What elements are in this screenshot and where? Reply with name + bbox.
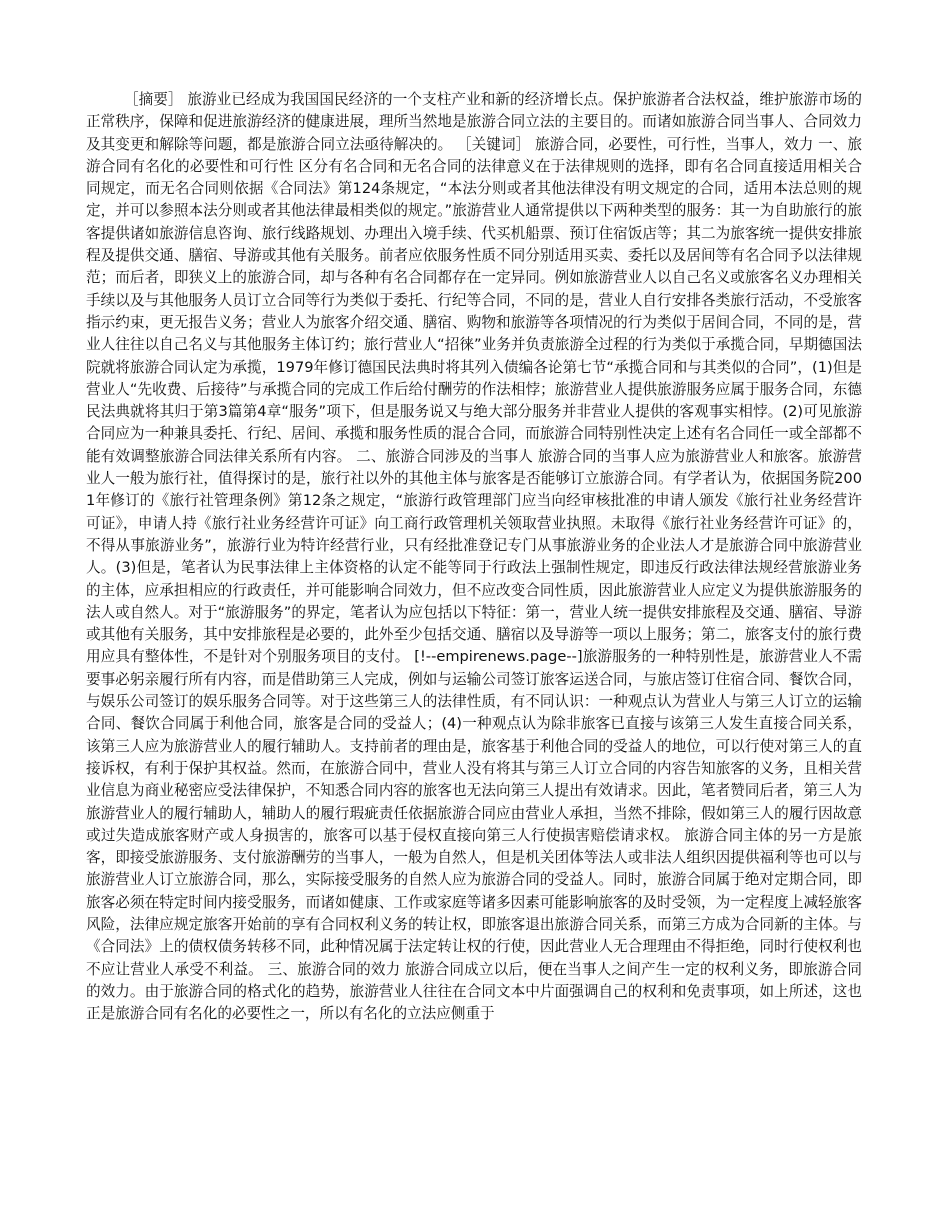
document-page <box>86 89 862 1025</box>
body-paragraph: ［摘要］ 旅游业已经成为我国国民经济的一个支柱产业和新的经济增长点。保护旅游者合法权益，维护旅游市场的正常秩序，保障和促进旅游经济的健康进展，理所当然地是旅游合同立法的主要目的。而诸如旅游合同当事人、合同效力及其变更和解除等问题，都是旅游合同立法亟待解决的。 ［关键词］ 旅游合同，必要性，可行性，当事人，效力 一、旅游合同有名化的必要性和可行性 区分有名合同和无名合同的法律意义在于法律规则的选择，即有名合同直接适用相关合同规定，而无名合同则依据《合同法》第124条规定，“本法分则或者其他法律没有明文规定的合同，适用本法总则的规定，并可以参照本法分则或者其他法律最相类似的规定。”旅游营业人通常提供以下两种类型的服务：其一为自助旅行的旅客提供诸如旅游信息咨询、旅行线路规划、办理出入境手续、代买机船票、预订住宿饭店等；其二为旅客统一提供安排旅程及提供交通、膳宿、导游或其他有关服务。前者应依服务性质不同分别适用买卖、委托以及居间等有名合同予以法律规范；而后者，即狭义上的旅游合同，却与各种有名合同都存在一定异同。例如旅游营业人以自己名义或旅客名义办理相关手续以及与其他服务人员订立合同等行为类似于委托、行纪等合同，不同的是，营业人自行安排各类旅行活动，不受旅客指示约束，更无报告义务；营业人为旅客介绍交通、膳宿、购物和旅游等各项情况的行为类似于居间合同，不同的是，营业人往往以自己名义与其他服务主体订约；旅行营业人“招徕”业务并负责旅游全过程的行为类似于承揽合同，早期德国法院就将旅游合同认定为承揽，1979年修订德国民法典时将其列入债编各论第七节“承揽合同和与其类似的合同”，(1)但是营业人“先收费、后接待”与承揽合同的完成工作后给付酬劳的作法相悖；旅游营业人提供旅游服务应属于服务合同，东德民法典就将其归于第3篇第4章“服务”项下，但是服务说又与绝大部分服务并非营业人提供的客观事实相悖。(2)可见旅游合同应为一种兼具委托、行纪、居间、承揽和服务性质的混合合同，而旅游合同特别性决定上述有名合同任一或全部都不能有效调整旅游合同法律关系所有内容。 二、旅游合同涉及的当事人 旅游合同的当事人应为旅游营业人和旅客。旅游营业人一般为旅行社，值得探讨的是，旅行社以外的其他主体与旅客是否能够订立旅游合同。有学者认为，依据国务院2001年修订的《旅行社管理条例》第12条之规定，“旅游行政管理部门应当向经审核批准的申请人颁发《旅行社业务经营许可证》，申请人持《旅行社业务经营许可证》向工商行政管理机关领取营业执照。未取得《旅行社业务经营许可证》的，不得从事旅游业务”，旅游行业为特许经营行业，只有经批准登记专门从事旅游业务的企业法人才是旅游合同中旅游营业人。(3)但是，笔者认为民事法律上主体资格的认定不能等同于行政法上强制性规定，即违反行政法律法规经营旅游业务的主体，应承担相应的行政责任，并可能影响合同效力，但不应改变合同性质，因此旅游营业人应定义为提供旅游服务的法人或自然人。对于“旅游服务”的界定，笔者认为应包括以下特征：第一，营业人统一提供安排旅程及交通、膳宿、导游或其他有关服务，其中安排旅程是必要的，此外至少包括交通、膳宿以及导游等一项以上服务；第二，旅客支付的旅行费用应具有整体性，不是针对个别服务项目的支付。 [!--empirenews.page--]旅游服务的一种特别性是，旅游营业人不需要事必躬亲履行所有内容，而是借助第三人完成，例如与运输公司签订旅客运送合同，与旅店签订住宿合同、餐饮合同，与娱乐公司签订的娱乐服务合同等。对于这些第三人的法律性质，有不同认识：一种观点认为营业人与第三人订立的运输合同、餐饮合同属于利他合同，旅客是合同的受益人；(4)一种观点认为除非旅客已直接与该第三人发生直接合同关系，该第三人应为旅游营业人的履行辅助人。支持前者的理由是，旅客基于利他合同的受益人的地位，可以行使对第三人的直接诉权，有利于保护其权益。然而，在旅游合同中，营业人没有将其与第三人订立合同的内容告知旅客的义务，且相关营业信息为商业秘密应受法律保护，不知悉合同内容的旅客也无法向第三人提出有效请求。因此，笔者赞同后者，第三人为旅游营业人的履行辅助人，辅助人的履行瑕疵责任依据旅游合同应由营业人承担，当然不排除，假如第三人的履行因故意或过失造成旅客财产或人身损害的，旅客可以基于侵权直接向第三人行使损害赔偿请求权。 旅游合同主体的另一方是旅客，即接受旅游服务、支付旅游酬劳的当事人，一般为自然人，但是机关团体等法人或非法人组织因提供福利等也可以与旅游营业人订立旅游合同，那么，实际接受服务的自然人应为旅游合同的受益人。同时，旅游合同属于绝对定期合同，即旅客必须在特定时间内接受服务，而诸如健康、工作或家庭等诸多因素可能影响旅客的及时受领，为一定程度上减轻旅客风险，法律应规定旅客开始前的享有合同权利义务的转让权，即旅客退出旅游合同关系，而第三方成为合同新的主体。与《合同法》上的债权债务转移不同，此种情况属于法定转让权的行使，因此营业人无合理理由不得拒绝，同时行使权利也不应让营业人承受不利益。 三、旅游合同的效力 旅游合同成立以后，便在当事人之间产生一定的权利义务，即旅游合同的效力。由于旅游合同的格式化的趋势，旅游营业人往往在合同文本中片面强调自己的权利和免责事项，如上所述，这也正是旅游合同有名化的必要性之一，所以有名化的立法应侧重于 <box>86 91 862 1023</box>
